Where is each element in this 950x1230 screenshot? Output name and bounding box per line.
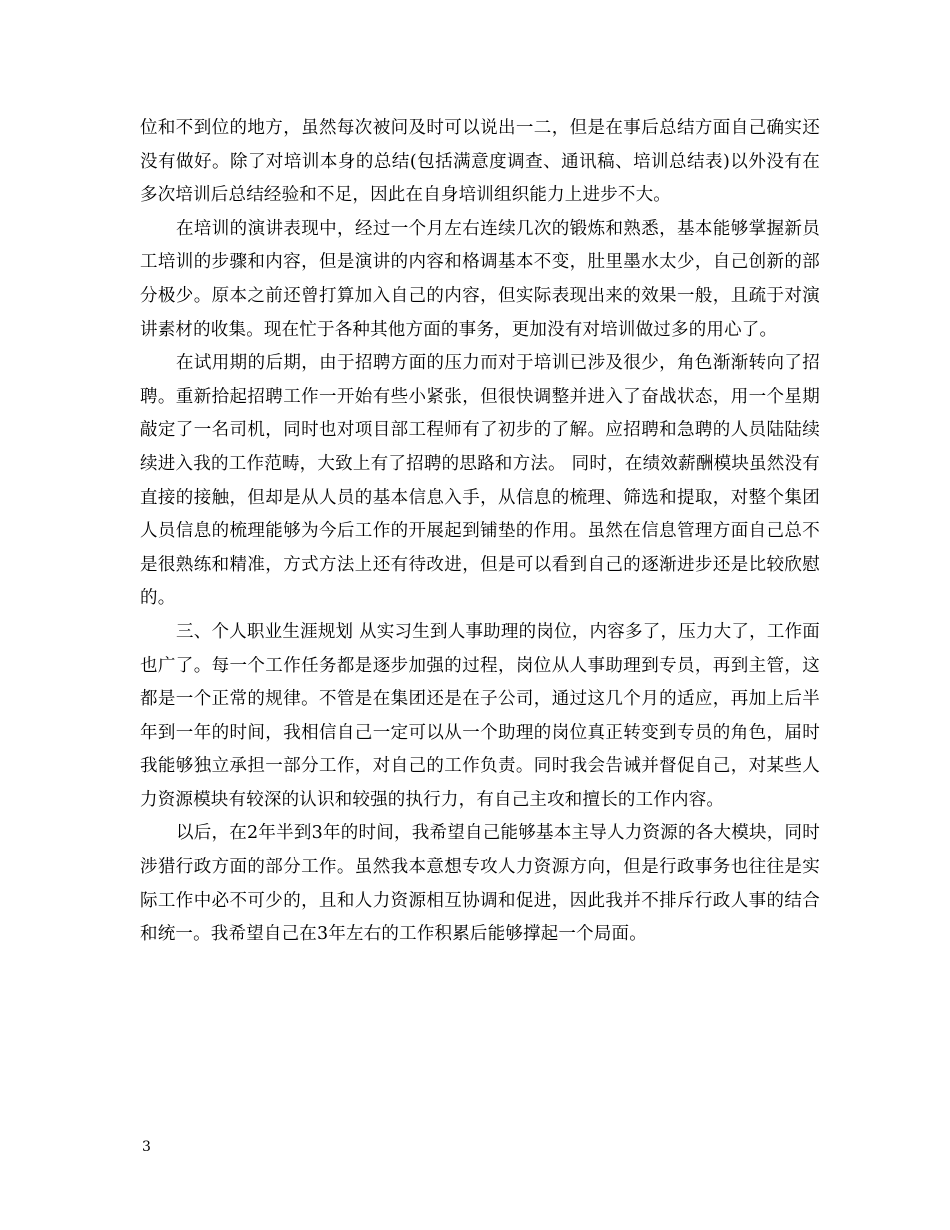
paragraph-5: 以后，在2年半到3年的时间，我希望自己能够基本主导人力资源的各大模块，同时涉猎行政方面的部分工作。虽然我本意想专攻人力资源方向，但是行政事务也往往是实际工作中必不可少的，且和人力资源相互协调和促进，因此我并不排斥行政人事的结合和统一。我希望自己在3年左右的工作积累后能够撑起一个局面。 bbox=[140, 823, 820, 945]
document-body bbox=[140, 112, 820, 952]
page-number: 3 bbox=[142, 1139, 151, 1155]
paragraph-4: 三、个人职业生涯规划 从实习生到人事助理的岗位，内容多了，压力大了，工作面也广了。每一个工作任务都是逐步加强的过程，岗位从人事助理到专员，再到主管，这都是一个正常的规律。不管是在集团还是在子公司，通过这几个月的适应，再加上后半年到一年的时间，我相信自己一定可以从一个助理的岗位真正转变到专员的角色，届时我能够独立承担一部分工作，对自己的工作负责。同时我会告诫并督促自己，对某些人力资源模块有较深的认识和较强的执行力，有自己主攻和擅长的工作内容。 bbox=[140, 621, 820, 810]
paragraph-1: 位和不到位的地方，虽然每次被问及时可以说出一二，但是在事后总结方面自己确实还没有做好。除了对培训本身的总结(包括满意度调查、通讯稿、培训总结表)以外没有在多次培训后总结经验和不足，因此在自身培训组织能力上进步不大。 bbox=[140, 118, 820, 206]
paragraph-2: 在培训的演讲表现中，经过一个月左右连续几次的锻炼和熟悉，基本能够掌握新员工培训的步骤和内容，但是演讲的内容和格调基本不变，肚里墨水太少，自己创新的部分极少。原本之前还曾打算加入自己的内容，但实际表现出来的效果一般，且疏于对演讲素材的收集。现在忙于各种其他方面的事务，更加没有对培训做过多的用心了。 bbox=[140, 218, 820, 340]
paragraph-3: 在试用期的后期，由于招聘方面的压力而对于培训已涉及很少，角色渐渐转向了招聘。重新拾起招聘工作一开始有些小紧张，但很快调整并进入了奋战状态，用一个星期敲定了一名司机，同时也对项目部工程师有了初步的了解。应招聘和急聘的人员陆陆续续进入我的工作范畴，大致上有了招聘的思路和方法。 同时，在绩效薪酬模块虽然没有直接的接触，但却是从人员的基本信息入手，从信息的梳理、筛选和提取，对整个集团人员信息的梳理能够为今后工作的开展起到铺垫的作用。虽然在信息管理方面自己总不是很熟练和精准，方式方法上还有待改进，但是可以看到自己的逐渐进步还是比较欣慰的。 bbox=[140, 353, 820, 609]
